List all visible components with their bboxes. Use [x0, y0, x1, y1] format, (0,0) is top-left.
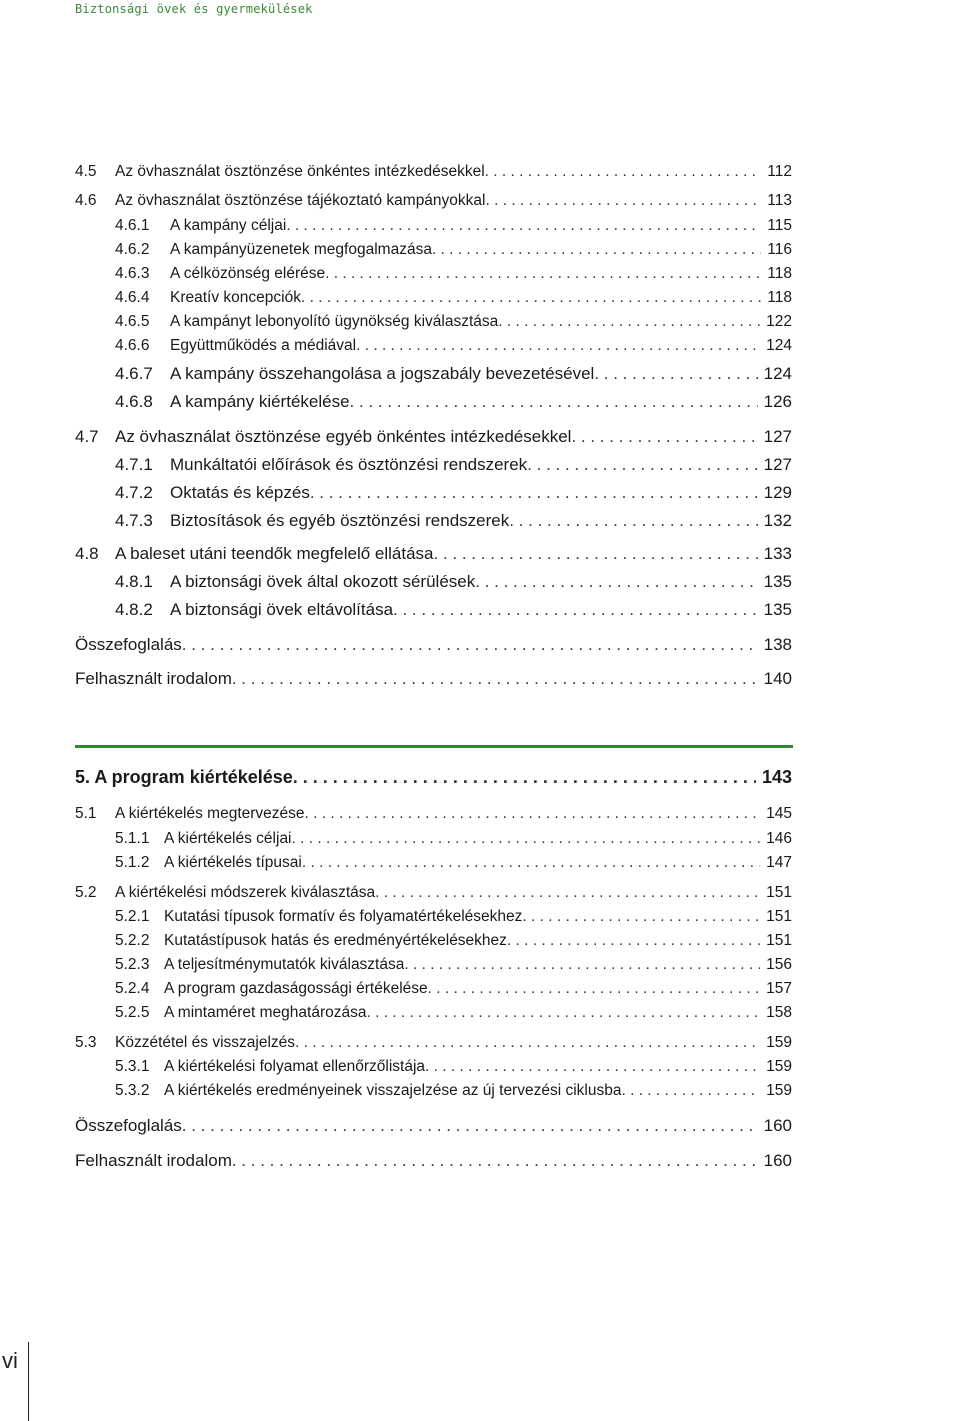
toc-entry-number: 5.2.4	[115, 980, 150, 997]
toc-entry-leader	[621, 1082, 760, 1100]
toc-entry-leader	[486, 192, 762, 210]
toc-entry[interactable]	[115, 217, 792, 235]
toc-entry-number: 4.6.1	[115, 217, 150, 234]
toc-entry-title: A célközönség elérése	[170, 265, 326, 282]
toc-entry-page: 140	[763, 669, 792, 688]
toc-entry-leader	[594, 364, 757, 384]
toc-entry-leader	[507, 932, 760, 950]
toc-entry-leader	[434, 544, 758, 564]
toc-entry[interactable]	[75, 1034, 792, 1052]
toc-entry-number: 4.6.7	[115, 364, 153, 383]
toc-entry-title: Összefoglalás	[75, 1116, 182, 1135]
toc-entry[interactable]	[115, 956, 792, 974]
toc-entry[interactable]	[115, 289, 792, 307]
section-divider	[75, 745, 793, 748]
toc-entry-page: 126	[763, 392, 792, 411]
toc-entry-page: 159	[766, 1034, 792, 1051]
toc-entry-title: Oktatás és képzés	[170, 483, 310, 502]
toc-entry-page: 118	[767, 265, 792, 282]
toc-entry-title: Közzététel és visszajelzés	[115, 1034, 296, 1051]
toc-entry-title: A kampány összehangolása a jogszabály bevezetésével	[170, 364, 595, 383]
toc-entry-page: 113	[767, 192, 792, 209]
toc-entry-number: 5.3	[75, 1034, 97, 1051]
toc-entry-title: A baleset utáni teendők megfelelő ellátása	[115, 544, 434, 563]
toc-entry-title: A program gazdaságossági értékelése	[164, 980, 428, 997]
toc-entry[interactable]	[115, 600, 792, 620]
toc-entry-title: Összefoglalás	[75, 635, 182, 654]
toc-entry-title: A kampányt lebonyolító ügynökség kiválasztása	[170, 313, 499, 330]
toc-entry[interactable]	[115, 854, 792, 872]
toc-entry-page: 147	[766, 854, 792, 871]
toc-entry-number: 5.1.1	[115, 830, 150, 847]
toc-entry-title: A biztonsági övek által okozott sérülések	[170, 572, 476, 591]
toc-entry-number: 4.6.3	[115, 265, 150, 282]
toc-entry[interactable]	[115, 241, 792, 259]
toc-entry-page: 160	[763, 1151, 792, 1170]
toc-entry-page: 146	[766, 830, 792, 847]
toc-entry-leader	[356, 337, 760, 355]
toc-entry-title: A mintaméret meghatározása	[164, 1004, 367, 1021]
toc-entry-leader	[485, 163, 762, 181]
toc-entry-leader	[301, 289, 761, 307]
page-number: vi	[2, 1348, 18, 1373]
toc-entry-title: A kiértékelési folyamat ellenőrzőlistája	[164, 1058, 426, 1075]
toc-entry[interactable]	[115, 313, 792, 331]
toc-entry-leader	[428, 980, 760, 998]
toc-entry-page: 159	[766, 1058, 792, 1075]
toc-entry-leader	[432, 241, 761, 259]
toc-entry-page: 151	[766, 884, 792, 901]
toc-entry[interactable]	[75, 767, 792, 788]
toc-entry[interactable]	[115, 830, 792, 848]
toc-entry-leader	[292, 830, 761, 848]
toc-entry[interactable]	[75, 1151, 792, 1171]
toc-entry-leader	[325, 265, 761, 283]
toc-entry-title: Együttműködés a médiával	[170, 337, 357, 354]
toc-entry-number: 4.6.8	[115, 392, 153, 411]
toc-entry-number: 5.2.2	[115, 932, 150, 949]
toc-entry-leader	[232, 1151, 758, 1171]
toc-entry-number: 4.8.1	[115, 572, 153, 591]
toc-entry-leader	[475, 572, 757, 592]
toc-entry-title: Biztosítások és egyéb ösztönzési rendszerek	[170, 511, 510, 530]
toc-entry-title: A kiértékelés megtervezése	[115, 805, 305, 822]
toc-entry-leader	[366, 1004, 760, 1022]
toc-entry-number: 5.3.2	[115, 1082, 150, 1099]
toc-entry-title: Az övhasználat ösztönzése egyéb önkéntes intézkedésekkel	[115, 427, 572, 446]
toc-entry[interactable]	[75, 192, 792, 210]
toc-entry-title: A kiértékelés céljai	[164, 830, 292, 847]
toc-entry-page: 138	[763, 635, 792, 654]
toc-entry[interactable]	[75, 669, 792, 689]
toc-entry-page: 116	[767, 241, 792, 258]
toc-entry[interactable]	[75, 805, 792, 823]
toc-entry-number: 4.7.3	[115, 511, 153, 530]
toc-entry[interactable]	[75, 427, 792, 447]
toc-entry[interactable]	[75, 884, 792, 902]
toc-entry-page: 151	[766, 932, 792, 949]
toc-entry-number: 4.6.6	[115, 337, 150, 354]
toc-entry-number: 4.5	[75, 163, 97, 180]
toc-entry-page: 135	[763, 572, 792, 591]
toc-entry-number: 5.1	[75, 805, 97, 822]
toc-entry-leader	[404, 956, 760, 974]
toc-entry-number: 4.7.1	[115, 455, 153, 474]
toc-entry-page: 129	[763, 483, 792, 502]
toc-entry-title: Munkáltatói előírások és ösztönzési rendszerek	[170, 455, 528, 474]
toc-entry-page: 151	[766, 908, 792, 925]
toc-entry-title: A kampány kiértékelése	[170, 392, 350, 411]
toc-entry-number: 4.6.2	[115, 241, 150, 258]
toc-entry-title: Kutatástípusok hatás és eredményértékelésekhez	[164, 932, 507, 949]
toc-entry-title: A kampány céljai	[170, 217, 287, 234]
toc-entry-page: 156	[766, 956, 792, 973]
toc-entry[interactable]	[115, 337, 792, 355]
toc-entry-leader	[522, 908, 760, 926]
toc-entry-page: 124	[763, 364, 792, 383]
toc-entry-number: 5.1.2	[115, 854, 150, 871]
toc-entry-page: 143	[761, 767, 792, 787]
toc-entry-leader	[305, 805, 761, 823]
toc-entry-page: 115	[767, 217, 792, 234]
toc-entry-page: 122	[766, 313, 792, 330]
toc-entry-leader	[393, 600, 758, 620]
toc-entry[interactable]	[115, 1058, 792, 1076]
toc-entry-leader	[310, 483, 758, 503]
toc-entry[interactable]	[75, 163, 792, 181]
toc-entry[interactable]	[75, 1116, 792, 1136]
toc-entry-page: 118	[767, 289, 792, 306]
toc-entry-page: 132	[763, 511, 792, 530]
toc-entry-leader	[302, 854, 760, 872]
toc-entry-title: A kiértékelés eredményeinek visszajelzése az új tervezési ciklusba	[164, 1082, 622, 1099]
toc-entry-number: 5.2.5	[115, 1004, 150, 1021]
toc-entry-leader	[498, 313, 760, 331]
toc-entry[interactable]	[75, 635, 792, 655]
toc-entry-title: 5. A program kiértékelése	[75, 767, 293, 787]
toc-entry[interactable]	[115, 455, 792, 475]
toc-entry-number: 4.6.5	[115, 313, 150, 330]
toc-entry[interactable]	[115, 364, 792, 384]
toc-entry[interactable]	[115, 392, 792, 412]
toc-entry-page: 160	[763, 1116, 792, 1135]
toc-entry-leader	[232, 669, 758, 689]
toc-entry-leader	[182, 1116, 758, 1136]
toc-entry-number: 4.8	[75, 544, 99, 563]
toc-entry-number: 4.6.4	[115, 289, 150, 306]
toc-entry-page: 112	[767, 163, 792, 180]
toc-entry-page: 124	[766, 337, 792, 354]
toc-entry-title: Felhasznált irodalom	[75, 669, 232, 688]
toc-entry-title: Felhasznált irodalom	[75, 1151, 232, 1170]
toc-entry-page: 159	[766, 1082, 792, 1099]
toc-entry-page: 133	[763, 544, 792, 563]
toc-entry-leader	[571, 427, 757, 447]
toc-entry[interactable]	[75, 544, 792, 564]
toc-entry-title: A kiértékelés típusai	[164, 854, 302, 871]
toc-entry-leader	[350, 392, 758, 412]
toc-entry-number: 5.2.3	[115, 956, 150, 973]
toc-entry-leader	[509, 511, 757, 531]
toc-entry-leader	[375, 884, 760, 902]
toc-entry[interactable]	[115, 1082, 792, 1100]
toc-entry-title: Az övhasználat ösztönzése önkéntes intézkedésekkel	[115, 163, 485, 180]
running-head: Biztonsági övek és gyermekülések	[75, 2, 313, 16]
toc-entry[interactable]	[115, 572, 792, 592]
toc-entry-leader	[425, 1058, 760, 1076]
toc-entry-leader	[182, 635, 758, 655]
toc-entry-leader	[286, 217, 761, 235]
toc-entry[interactable]	[115, 483, 792, 503]
toc-entry-number: 4.6	[75, 192, 97, 209]
toc-entry-number: 5.3.1	[115, 1058, 150, 1075]
toc-entry[interactable]	[115, 265, 792, 283]
toc-entry[interactable]	[115, 932, 792, 950]
toc-entry-leader	[527, 455, 757, 475]
toc-entry-title: A teljesítménymutatók kiválasztása	[164, 956, 405, 973]
toc-entry-page: 135	[763, 600, 792, 619]
toc-entry-leader	[295, 1034, 760, 1052]
toc-entry-page: 145	[766, 805, 792, 822]
toc-entry-title: Kreatív koncepciók	[170, 289, 301, 306]
toc-entry-page: 127	[763, 427, 792, 446]
toc-entry-title: Kutatási típusok formatív és folyamatértékelésekhez	[164, 908, 523, 925]
toc-entry-number: 4.8.2	[115, 600, 153, 619]
toc-entry[interactable]	[115, 511, 792, 531]
toc-entry-number: 5.2.1	[115, 908, 150, 925]
toc-entry-number: 5.2	[75, 884, 97, 901]
toc-entry-title: A kampányüzenetek megfogalmazása	[170, 241, 432, 258]
toc-entry[interactable]	[115, 908, 792, 926]
toc-entry-title: Az övhasználat ösztönzése tájékoztató kampányokkal	[115, 192, 486, 209]
toc-entry-number: 4.7	[75, 427, 99, 446]
toc-entry-leader	[293, 767, 756, 788]
toc-entry-title: A biztonsági övek eltávolítása	[170, 600, 394, 619]
toc-entry-page: 158	[766, 1004, 792, 1021]
toc-entry-page: 157	[766, 980, 792, 997]
toc-entry-title: A kiértékelési módszerek kiválasztása	[115, 884, 376, 901]
toc-entry-number: 4.7.2	[115, 483, 153, 502]
toc-entry[interactable]	[115, 1004, 792, 1022]
toc-entry-page: 127	[763, 455, 792, 474]
toc-entry[interactable]	[115, 980, 792, 998]
